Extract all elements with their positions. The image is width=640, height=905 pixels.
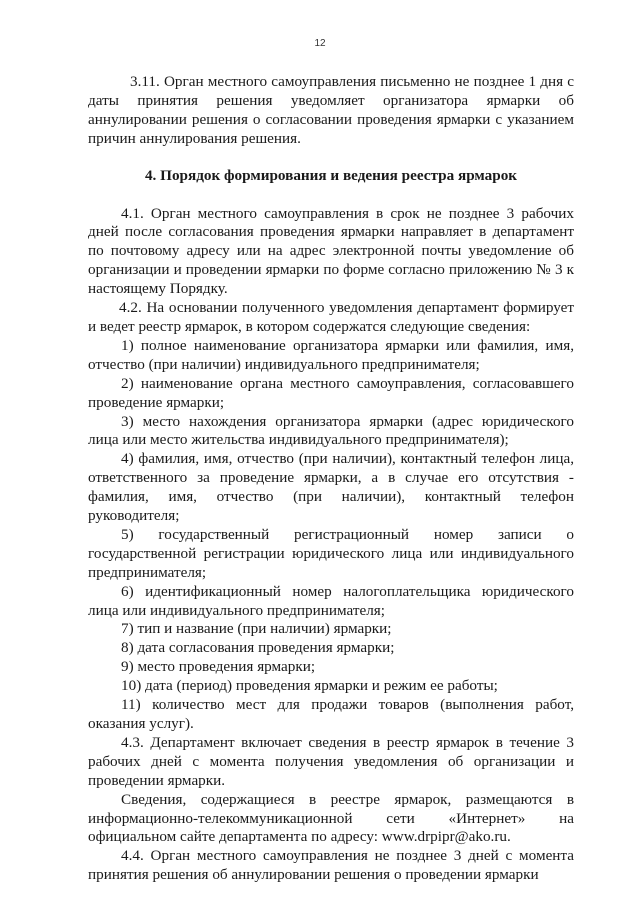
clause-4-2: 4.2. На основании полученного уведомления департамент формирует и ведет реестр ярмарок, в котором содержатся следующие сведения:	[88, 299, 574, 335]
list-item-4: 4) фамилия, имя, отчество (при наличии), контактный телефон лица, ответственного за проведение ярмарки, а в случае его отсутствия - фамилия, имя, отчество (при наличии), контактный телефон руководителя;	[88, 450, 574, 525]
page-number: 12	[314, 38, 326, 49]
list-item-11: 11) количество мест для продажи товаров (выполнения работ, оказания услуг).	[88, 696, 574, 732]
list-item-3: 3) место нахождения организатора ярмарки (адрес юридического лица или место жительства индивидуального предпринимателя);	[88, 412, 574, 449]
list-item-8: 8) дата согласования проведения ярмарки;	[121, 639, 395, 657]
clause-4-3-publication: Сведения, содержащиеся в реестре ярмарок, размещаются в информационно-телекоммуникационной сети «Интернет» на официальном сайте департамента по адресу: www.drpipr@ako.ru.	[88, 790, 574, 846]
list-item-10: 10) дата (период) проведения ярмарки и режим ее работы;	[121, 677, 498, 695]
list-item-5: 5) государственный регистрационный номер записи о государственной регистрации юридического лица или индивидуального предпринимателя;	[88, 525, 574, 581]
list-item-9: 9) место проведения ярмарки;	[121, 658, 316, 676]
spacer	[88, 186, 574, 205]
list-item-7: 7) тип и название (при наличии) ярмарки;	[121, 620, 392, 638]
clause-3-11: 3.11. Орган местного самоуправления письменно не позднее 1 дня с даты принятия решения уведомляет организатора ярмарки об аннулировании решения о согласовании проведения ярмарки с указанием причин аннулирования решения.	[88, 73, 574, 147]
list-item-1: 1) полное наименование организатора ярмарки или фамилия, имя, отчество (при наличии) индивидуального предпринимателя;	[88, 336, 574, 373]
clause-4-3: 4.3. Департамент включает сведения в реестр ярмарок в течение 3 рабочих дней с момента получения уведомления об организации и проведении ярмарки.	[88, 733, 574, 789]
document-body	[88, 73, 574, 885]
list-item-2: 2) наименование органа местного самоуправления, согласовавшего проведение ярмарки;	[88, 374, 574, 411]
clause-4-1: 4.1. Орган местного самоуправления в срок не позднее 3 рабочих дней после согласования проведения ярмарки направляет в департамент по почтовому адресу или на адрес электронной почты уведомление об организации и проведении ярмарки по форме согласно приложению № 3 к настоящему Порядку.	[88, 204, 574, 298]
section-4-heading: 4. Порядок формирования и ведения реестра ярмарок	[144, 166, 518, 184]
clause-4-4: 4.4. Орган местного самоуправления не позднее 3 дней с момента принятия решения об аннулировании решения о проведении ярмарки	[88, 847, 574, 884]
spacer	[88, 149, 574, 167]
list-item-6: 6) идентификационный номер налогоплательщика юридического лица или индивидуального предпринимателя;	[88, 582, 574, 619]
